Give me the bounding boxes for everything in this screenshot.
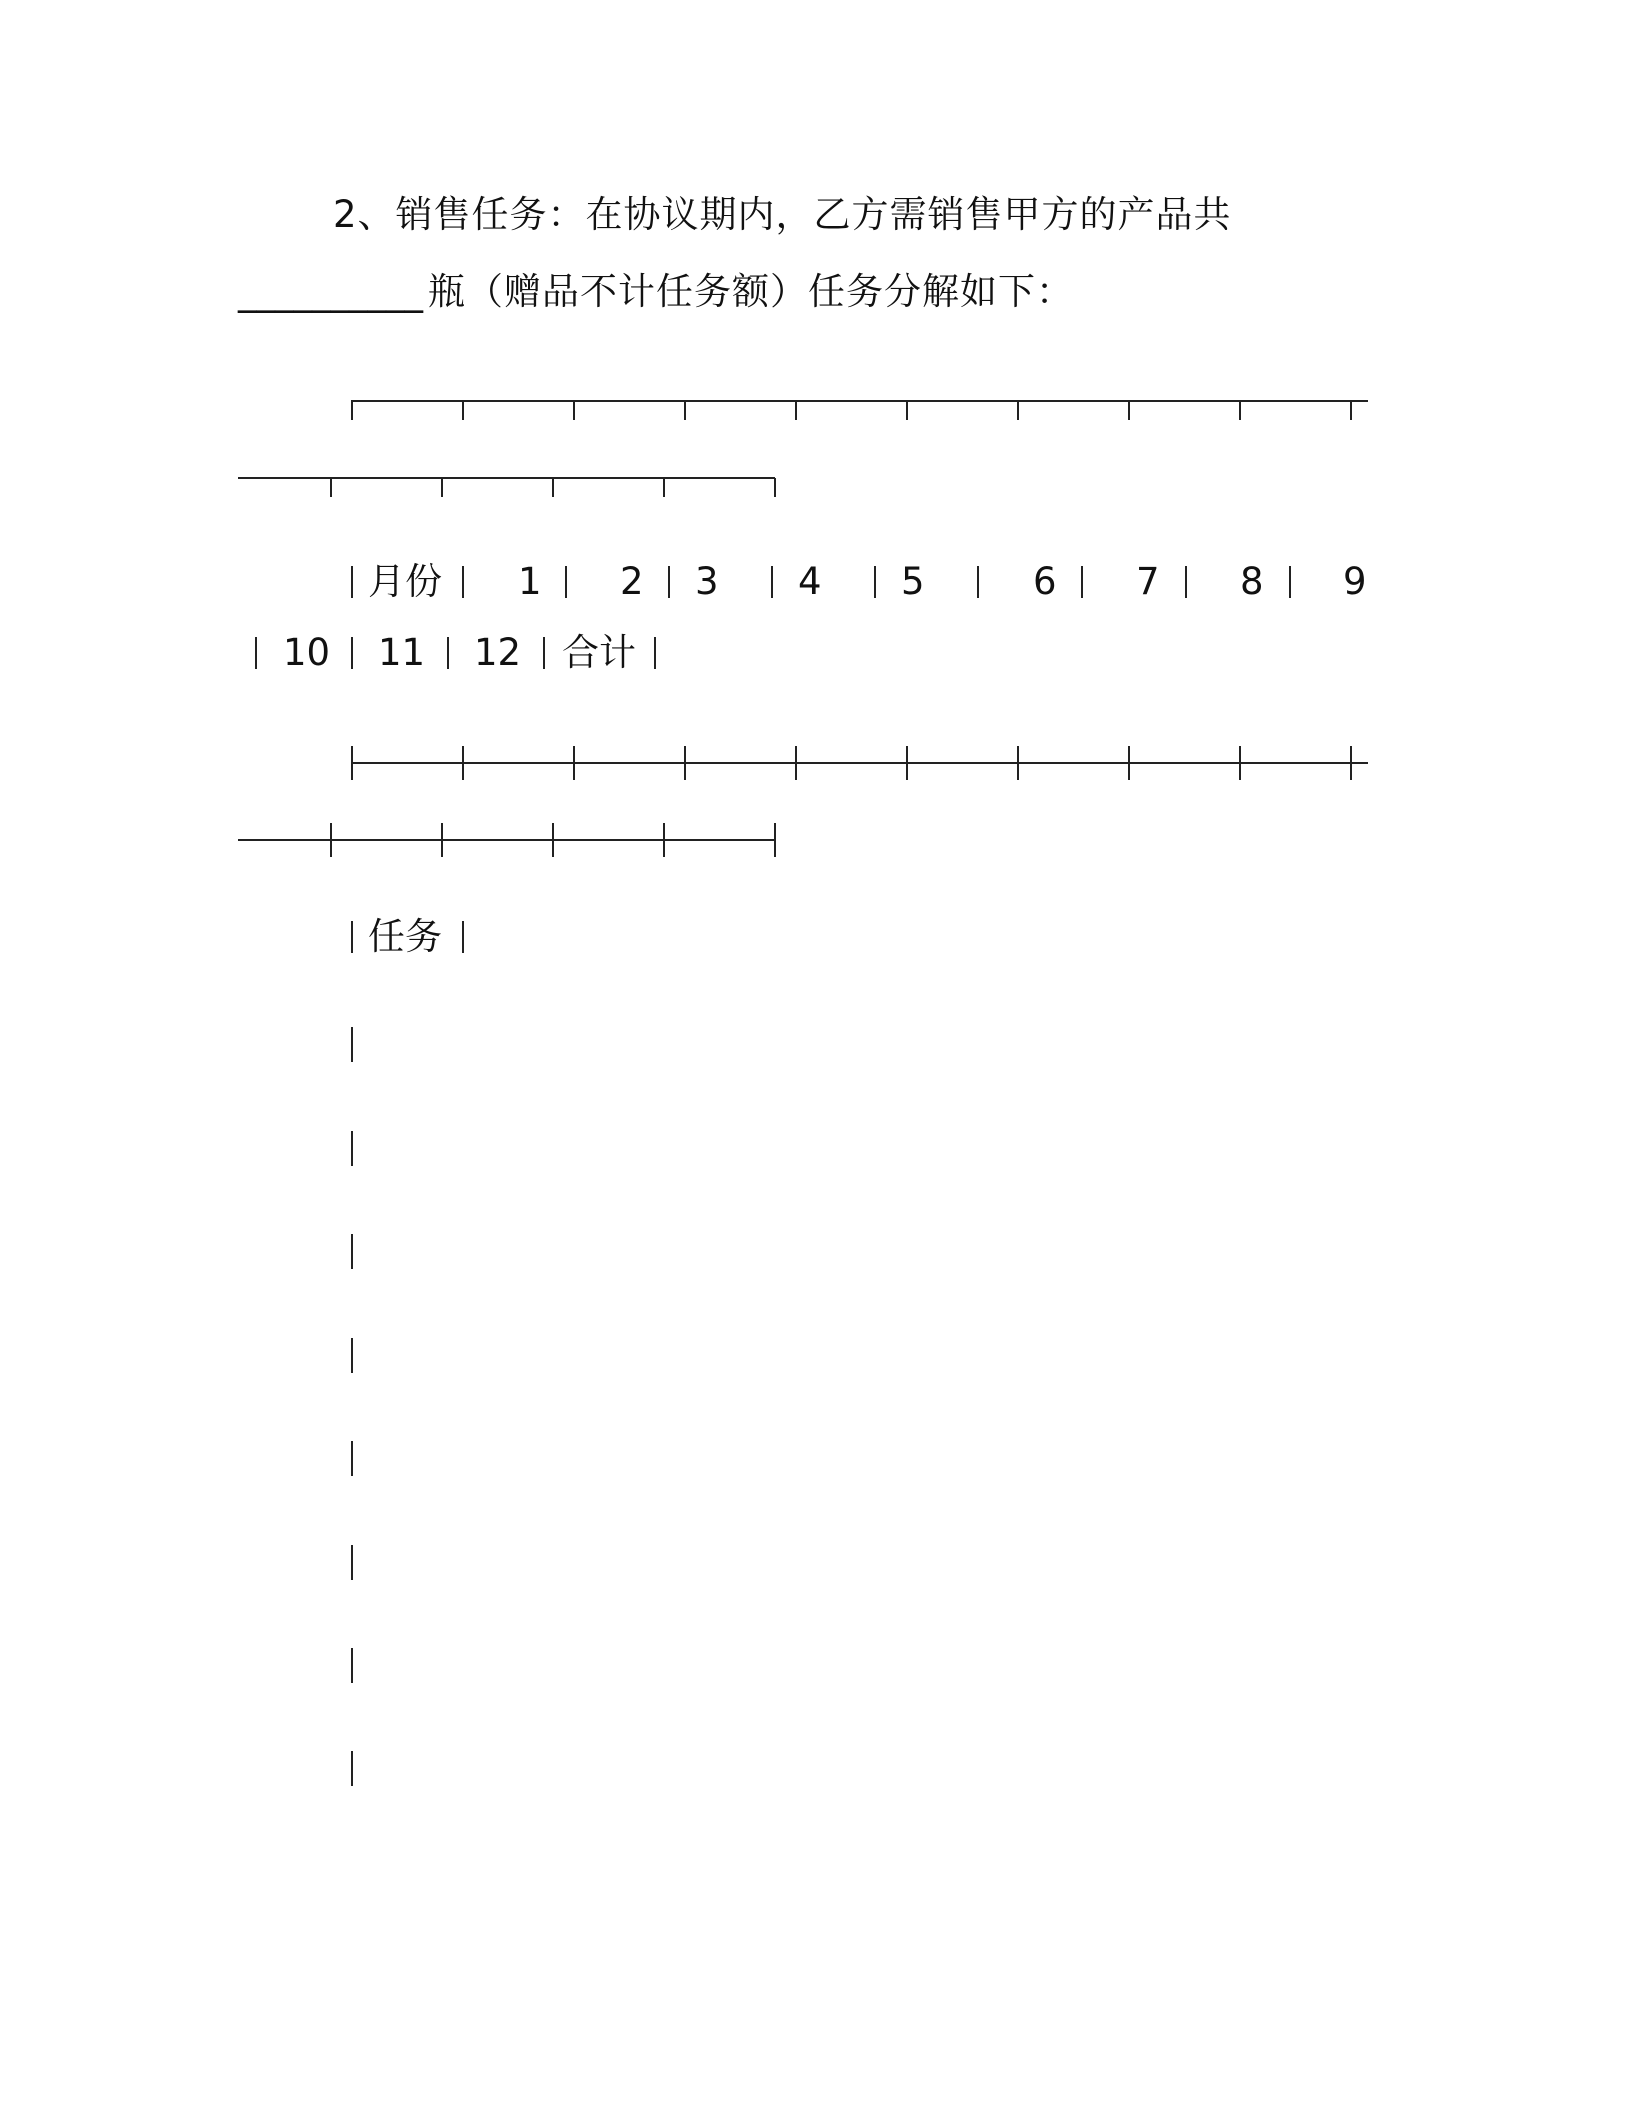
month-cell-9: 9: [1343, 560, 1367, 603]
month-cell-2: 2: [620, 560, 644, 603]
month-cell-7: 7: [1136, 560, 1160, 603]
month-cell-1: 1: [518, 560, 542, 603]
month-cell-6: 6: [1033, 560, 1057, 603]
task-row-label: 任务: [368, 915, 442, 958]
month-cell-8: 8: [1240, 560, 1264, 603]
month-cell-3: 3: [695, 560, 719, 603]
paragraph-line-2: 瓶（赠品不计任务额）任务分解如下：: [428, 270, 1074, 313]
month-cell-11: 11: [378, 631, 426, 674]
month-cell-10: 10: [283, 631, 331, 674]
month-cell-5: 5: [901, 560, 925, 603]
paragraph-line-1: 2、销售任务：在协议期内，乙方需销售甲方的产品共: [333, 193, 1232, 236]
month-cell-12: 12: [474, 631, 522, 674]
month-cell-4: 4: [798, 560, 822, 603]
total-header-label: 合计: [562, 631, 636, 674]
month-header-label: 月份: [368, 560, 442, 603]
quantity-blank: __________: [238, 270, 423, 313]
